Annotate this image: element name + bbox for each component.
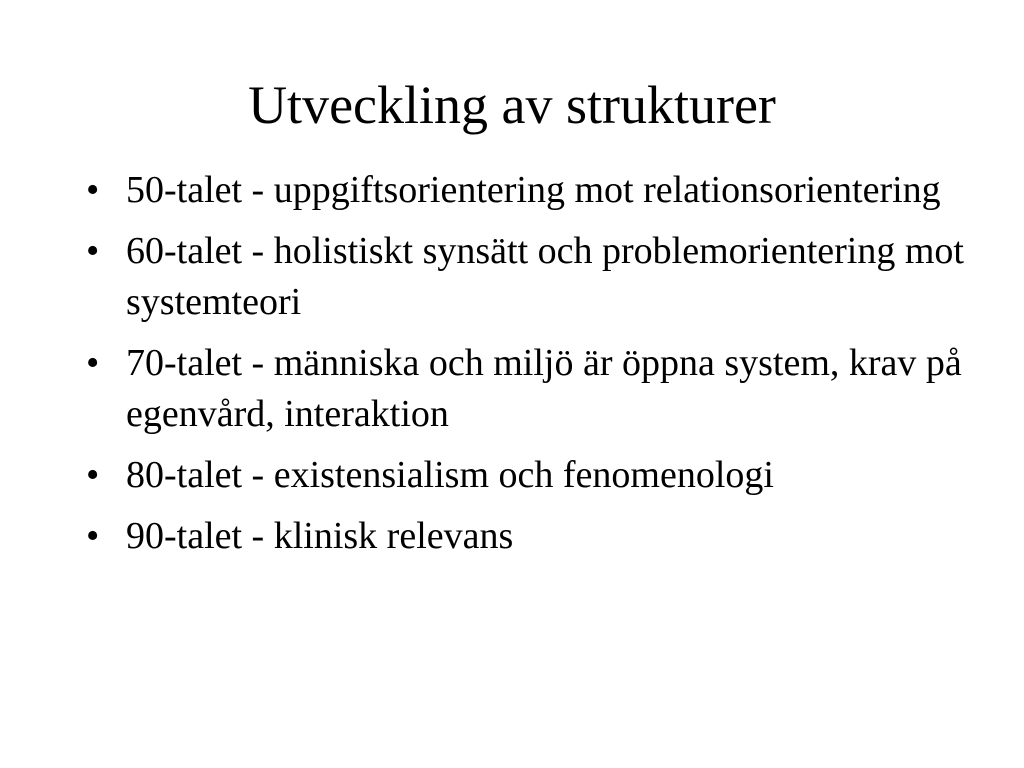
bullet-list: [84, 165, 964, 572]
bullet-marker: •: [86, 169, 100, 211]
bullet-item-70-talet: [84, 338, 964, 440]
bullet-marker: •: [86, 342, 100, 384]
bullet-text: 70-talet - människa och miljö är öppna system, krav på egenvård, interaktion: [126, 342, 962, 435]
bullet-marker: •: [86, 230, 100, 272]
bullet-item-90-talet: [84, 511, 964, 562]
bullet-text: 90-talet - klinisk relevans: [126, 515, 514, 557]
bullet-marker: •: [86, 515, 100, 557]
bullet-text: 60-talet - holistiskt synsätt och problemorientering mot systemteori: [126, 230, 964, 323]
bullet-item-50-talet: [84, 165, 964, 216]
slide-title: Utveckling av strukturer: [248, 75, 776, 135]
bullet-text: 80-talet - existensialism och fenomenologi: [126, 454, 774, 496]
bullet-text: 50-talet - uppgiftsorientering mot relationsorientering: [126, 169, 941, 211]
bullet-item-80-talet: [84, 450, 964, 501]
bullet-item-60-talet: [84, 226, 964, 328]
bullet-marker: •: [86, 454, 100, 496]
